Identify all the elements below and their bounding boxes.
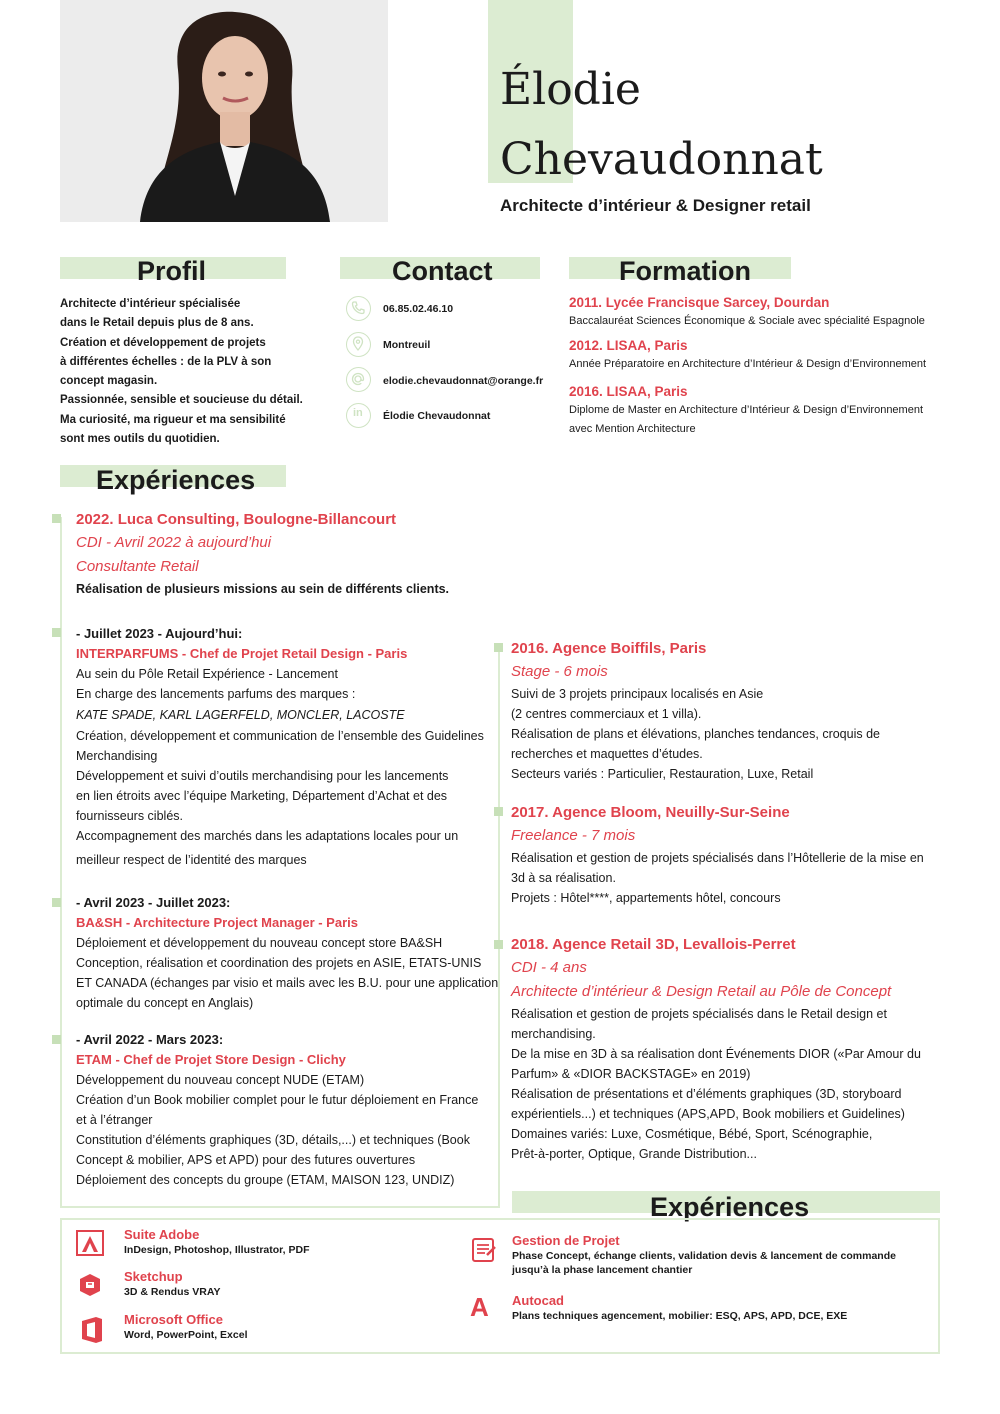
profil-line: Création et développement de projets [60, 336, 266, 349]
right-exp-line: Suivi de 3 projets principaux localisés en Asie [511, 687, 764, 701]
right-exp-line: Secteurs variés : Particulier, Restauration, Luxe, Retail [511, 767, 814, 781]
formation-item-text: Année Préparatoire en Architecture d’Intérieur & Design d’Environnement [569, 358, 927, 370]
profil-line: concept magasin. [60, 375, 158, 388]
linkedin-glyph: in [353, 407, 363, 419]
skill-text: Plans techniques agencement, mobilier: ESQ, APS, APD, DCE, EXE [512, 1310, 848, 1322]
timeline-marker [52, 628, 61, 637]
mission-line: meilleur respect de l’identité des marques [76, 853, 307, 867]
right-exp-sub: Stage - 6 mois [511, 663, 608, 680]
skill-title: Gestion de Projet [512, 1233, 620, 1248]
right-exp-head: 2016. Agence Boiffils, Paris [511, 640, 707, 657]
right-exp-sub: Architecte d’intérieur & Design Retail au Pôle de Concept [511, 983, 892, 1000]
mission-bash [76, 893, 498, 1013]
formation-item-head: 2012. LISAA, Paris [569, 338, 688, 353]
formation-item-text: Baccalauréat Sciences Économique & Sociale avec spécialité Espagnole [569, 315, 925, 327]
mission-period: - Juillet 2023 - Aujourd’hui: [76, 626, 243, 641]
autocad-icon [470, 1293, 489, 1321]
adobe-icon [75, 1228, 105, 1263]
profil-text [60, 295, 303, 449]
right-exp-line: recherches et maquettes d’études. [511, 747, 703, 761]
experience-retail3d [511, 934, 921, 1164]
profil-line: Ma curiosité, ma rigueur et ma sensibilité [60, 413, 286, 426]
mission-line: et à l’étranger [76, 1113, 153, 1127]
mission-line: Déploiement et développement du nouveau concept store BA&SH [76, 936, 443, 950]
skill-text: InDesign, Photoshop, Illustrator, PDF [124, 1244, 310, 1256]
phone-icon [346, 296, 371, 321]
luca-desc: Réalisation de plusieurs missions au sein de différents clients. [76, 582, 450, 596]
formation-item-text: avec Mention Architecture [569, 423, 696, 435]
timeline-marker [494, 940, 503, 949]
experience-bloom [511, 802, 924, 908]
last-name: Chevaudonnat [500, 134, 823, 185]
timeline-marker [52, 898, 61, 907]
autocad-glyph: A [470, 1292, 489, 1322]
timeline-line-left [60, 517, 62, 1207]
profil-line: Architecte d’intérieur spécialisée [60, 298, 241, 310]
skill-text: Phase Concept, échange clients, validation devis & lancement de commande [512, 1250, 896, 1262]
experience-luca [76, 509, 449, 599]
office-icon [78, 1315, 104, 1350]
mission-line: optimale du concept en Anglais) [76, 996, 254, 1010]
right-exp-head: 2017. Agence Bloom, Neuilly-Sur-Seine [511, 804, 790, 821]
formation-item-text: Diplome de Master en Architecture d’Intérieur & Design d’Environnement [569, 404, 924, 416]
job-title: Architecte d’intérieur & Designer retail [500, 196, 811, 215]
mission-period: - Avril 2022 - Mars 2023: [76, 1032, 224, 1047]
right-exp-line: Réalisation de présentations et d’éléments graphiques (3D, storyboard [511, 1087, 902, 1101]
linkedin-icon [346, 403, 371, 428]
right-exp-line: 3d à sa réalisation. [511, 871, 616, 885]
formation-item-head: 2016. LISAA, Paris [569, 384, 688, 399]
skill-autocad [512, 1293, 847, 1322]
luca-head: 2022. Luca Consulting, Boulogne-Billancourt [76, 511, 397, 528]
right-exp-line: Réalisation et gestion de projets spécialisés dans l’Hôtellerie de la mise en [511, 851, 924, 865]
right-exp-line: Parfum» & «DIOR BACKSTAGE» en 2019) [511, 1067, 751, 1081]
right-exp-line: Réalisation et gestion de projets spécialisés dans le Retail design et [511, 1007, 887, 1021]
skill-title: Microsoft Office [124, 1312, 223, 1327]
mission-interparfums [76, 624, 484, 870]
skill-text: jusqu’à la phase lancement chantier [512, 1264, 693, 1276]
mission-line: Développement et suivi d’outils merchandising pour les lancements [76, 769, 449, 783]
mission-line: en lien étroits avec l’équipe Marketing, Département d’Achat et des [76, 789, 448, 803]
formation-list [569, 294, 926, 439]
right-exp-line: Projets : Hôtel****, appartements hôtel, concours [511, 891, 781, 905]
timeline-line-bottom [60, 1206, 500, 1208]
mission-line: Création d’un Book mobilier complet pour le futur déploiement en France [76, 1093, 479, 1107]
mission-line: Déploiement des concepts du groupe (ETAM, MAISON 123, UNDIZ) [76, 1173, 455, 1187]
mission-client: BA&SH - Architecture Project Manager - Paris [76, 915, 358, 930]
mission-line-brands: KATE SPADE, KARL LAGERFELD, MONCLER, LACOSTE [76, 708, 405, 722]
mission-line: fournisseurs ciblés. [76, 809, 183, 823]
skill-title: Sketchup [124, 1269, 183, 1284]
skill-text: Word, PowerPoint, Excel [124, 1329, 248, 1341]
skill-sketchup [124, 1269, 220, 1298]
mission-line: Merchandising [76, 749, 158, 763]
profil-line: dans le Retail depuis plus de 8 ans. [60, 317, 254, 330]
contact-email[interactable]: elodie.chevaudonnat@orange.fr [383, 375, 544, 387]
email-icon [346, 367, 371, 392]
location-icon [346, 332, 371, 357]
timeline-marker [494, 643, 503, 652]
mission-line: ET CANADA (échanges par visio et mails avec les B.U. pour une application [76, 976, 499, 990]
right-exp-line: merchandising. [511, 1027, 596, 1041]
timeline-marker [52, 1035, 61, 1044]
mission-client: ETAM - Chef de Projet Store Design - Clichy [76, 1052, 346, 1067]
mission-line: Au sein du Pôle Retail Expérience - Lancement [76, 667, 338, 681]
skill-title: Autocad [512, 1293, 564, 1308]
right-exp-head: 2018. Agence Retail 3D, Levallois-Perret [511, 936, 796, 953]
profil-line: sont mes outils du quotidien. [60, 433, 220, 446]
profil-title: Profil [137, 256, 207, 286]
right-exp-sub: CDI - 4 ans [511, 959, 587, 976]
formation-title: Formation [619, 256, 751, 286]
experiences-title: Expériences [96, 465, 256, 495]
skill-text: 3D & Rendus VRAY [124, 1286, 221, 1298]
contact-phone: 06.85.02.46.10 [383, 303, 454, 315]
formation-item-head: 2011. Lycée Francisque Sarcey, Dourdan [569, 295, 830, 310]
mission-period: - Avril 2023 - Juillet 2023: [76, 895, 231, 910]
project-icon [469, 1234, 499, 1269]
timeline-line-right [498, 645, 500, 1208]
contact-linkedin[interactable]: Élodie Chevaudonnat [383, 410, 491, 422]
mission-client: INTERPARFUMS - Chef de Projet Retail Design - Paris [76, 646, 408, 661]
contact-title: Contact [392, 256, 493, 286]
luca-contract: CDI - Avril 2022 à aujourd’hui [76, 534, 272, 551]
skill-office [124, 1312, 248, 1341]
right-exp-line: De la mise en 3D à sa réalisation dont Événements DIOR («Par Amour du [511, 1047, 921, 1061]
luca-role: Consultante Retail [76, 558, 199, 575]
skills-title: Expériences [650, 1192, 810, 1222]
right-exp-sub: Freelance - 7 mois [511, 827, 636, 844]
sketchup-icon [75, 1270, 105, 1305]
contact-city: Montreuil [383, 339, 431, 351]
profile-photo [60, 0, 388, 222]
right-exp-line: Prêt-à-porter, Optique, Grande Distribution... [511, 1147, 757, 1161]
profil-line: Passionnée, sensible et soucieuse du détail. [60, 394, 303, 407]
timeline-marker [494, 807, 503, 816]
mission-line: Constitution d’éléments graphiques (3D, détails,...) et techniques (Book [76, 1133, 470, 1147]
skill-title: Suite Adobe [124, 1227, 200, 1242]
portrait-illustration [60, 0, 388, 222]
mission-line: Création, développement et communication de l’ensemble des Guidelines [76, 729, 484, 743]
mission-line: Conception, réalisation et coordination des projets en ASIE, ETATS-UNIS [76, 956, 482, 970]
mission-line: Accompagnement des marchés dans les adaptations locales pour un [76, 829, 459, 843]
mission-line: Concept & mobilier, APS et APD) pour des futures ouvertures [76, 1153, 416, 1167]
right-exp-line: Réalisation de plans et élévations, planches tendances, croquis de [511, 727, 880, 741]
mission-etam [76, 1030, 478, 1190]
right-exp-line: (2 centres commerciaux et 1 villa). [511, 707, 702, 721]
first-name: Élodie [500, 64, 641, 115]
mission-line: Développement du nouveau concept NUDE (ETAM) [76, 1073, 365, 1087]
experience-boiffils [511, 638, 880, 784]
skill-project [512, 1233, 896, 1276]
right-exp-line: Domaines variés: Luxe, Cosmétique, Bébé, Sport, Scénographie, [511, 1127, 873, 1141]
right-exp-line: expérientiels...) et techniques (APS,APD, Book mobiliers et Guidelines) [511, 1107, 905, 1121]
mission-line: En charge des lancements parfums des marques : [76, 687, 356, 701]
skill-adobe [124, 1227, 310, 1256]
profil-line: à différentes échelles : de la PLV à son [60, 355, 272, 368]
timeline-marker [52, 514, 61, 523]
